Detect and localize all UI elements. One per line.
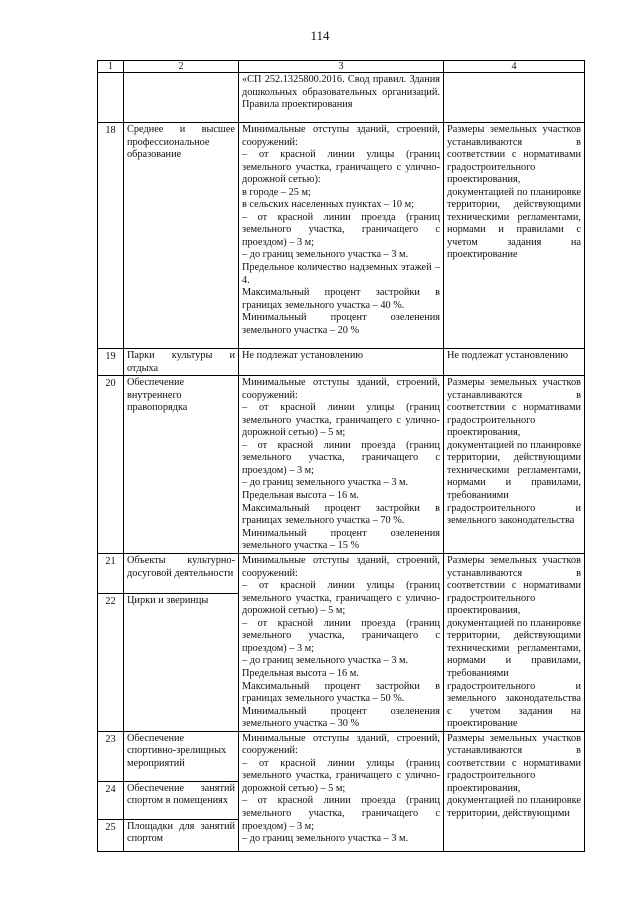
table-row [98, 554, 585, 594]
plot-size-text: Размеры земельных участков устанавливаются в соответствии с нормативами градостроительного проектирования, документацией по планировке территории, действующими техническими регламентами, нормами и правилами, требованиями градостроительного и земельного законодательства [447, 377, 581, 527]
parameter-line: – до границ земельного участка – 3 м. [242, 655, 409, 667]
parameter-line: Максимальный процент застройки в границах земельного участка – 50 %. [242, 680, 440, 705]
row-number: 18 [98, 123, 124, 349]
plot-size-text: Размеры земельных участков устанавливаются в соответствии с нормативами градостроительного проектирования, документацией по планировке территории, действующими техническими регламентами, нормами и правилами, требованиями градостроительного и земельного законодательства с учетом задания на проектирование [447, 555, 581, 730]
plot-size-cell [444, 73, 585, 123]
parameter-line: – до границ земельного участка – 3 м. [242, 477, 409, 489]
object-type: Площадки для занятий спортом [124, 819, 239, 851]
parameter-line: – до границ земельного участка – 3 м. [242, 249, 409, 261]
parameter-line: – от красной линии улицы (границ земельного участка, граничащего с улично-дорожной сетью) – 5 м; [242, 402, 440, 439]
column-number-4: 4 [444, 61, 585, 73]
row-number [98, 73, 124, 123]
object-type: Обеспечение спортивно-зрелищных мероприятий [124, 731, 239, 781]
parameters-cell [239, 73, 444, 123]
plot-size-cell [444, 731, 585, 851]
column-number-3: 3 [239, 61, 444, 73]
object-type: Среднее и высшее профессиональное образование [124, 123, 239, 349]
parameter-line: – от красной линии проезда (границ земельного участка, граничащего с проездом) – 3 м; [242, 439, 440, 476]
parameter-line: Минимальные отступы зданий, строений, сооружений: [242, 124, 440, 148]
object-type: Обеспечение внутреннего правопорядка [124, 376, 239, 554]
column-number-2: 2 [124, 61, 239, 73]
row-number: 25 [98, 819, 124, 851]
row-number: 23 [98, 731, 124, 781]
table-row [98, 376, 585, 554]
row-number: 19 [98, 349, 124, 376]
plot-size-text: Размеры земельных участков устанавливаются в соответствии с нормативами градостроительного проектирования, документацией по планировке территории, действующими [447, 732, 581, 820]
plot-size-cell [444, 123, 585, 349]
object-type: Парки культуры и отдыха [124, 349, 239, 376]
parameters-cell [239, 731, 444, 851]
row-number: 21 [98, 554, 124, 594]
parameters-cell [239, 376, 444, 554]
plot-size-cell [444, 349, 585, 376]
parameter-line: Минимальный процент озеленения земельного участка – 20 % [242, 312, 440, 336]
parameter-line: – от красной линии проезда (границ земельного участка, граничащего с проездом) – 3 м; [242, 617, 440, 654]
parameter-line: – от красной линии улицы (границ земельного участка, граничащего с улично-дорожной сетью) – 5 м; [242, 757, 440, 794]
parameter-line: – до границ земельного участка – 3 м. [242, 833, 409, 845]
plot-size-text: Размеры земельных участков устанавливаются в соответствии с нормативами градостроительного проектирования, документацией по планировке территории, действующими техническими регламентами, нормами и правилами с учетом задания на проектирование [447, 124, 581, 261]
parameter-line: Предельное количество надземных этажей – 4. [242, 262, 440, 286]
parameters-cell [239, 554, 444, 732]
parameter-line: Предельная высота – 16 м. [242, 668, 359, 680]
object-type: Обеспечение занятий спортом в помещениях [124, 781, 239, 819]
plot-size-cell [444, 554, 585, 732]
parameter-line: Не подлежат установлению [242, 350, 364, 361]
object-type: Цирки и зверинцы [124, 593, 239, 731]
object-type [124, 73, 239, 123]
parameter-line: – от красной линии проезда (границ земельного участка, граничащего с проездом) – 3 м; [242, 795, 440, 832]
table-row [98, 123, 585, 349]
plot-size-text: Не подлежат установлению [447, 350, 569, 361]
parameter-line: Минимальный процент озеленения земельного участка – 30 % [242, 705, 440, 730]
parameter-line: в сельских населенных пунктах – 10 м; [242, 199, 414, 211]
parameter-line: – от красной линии улицы (границ земельного участка, граничащего с улично-дорожной сетью): [242, 149, 440, 186]
row-number: 22 [98, 593, 124, 731]
parameters-cell [239, 123, 444, 349]
row-number: 24 [98, 781, 124, 819]
parameter-line: Предельная высота – 16 м. [242, 490, 359, 502]
parameter-line: Минимальные отступы зданий, строений, сооружений: [242, 377, 440, 401]
table-row [98, 349, 585, 376]
parameter-line: Максимальный процент застройки в границах земельного участка – 40 %. [242, 287, 440, 311]
parameter-line: Минимальные отступы зданий, строений, сооружений: [242, 555, 440, 579]
table-row [98, 731, 585, 781]
parameter-line: – от красной линии проезда (границ земельного участка, граничащего с проездом) – 3 м; [242, 211, 440, 248]
regulations-table [97, 60, 585, 852]
parameter-line: «СП 252.1325800.2016. Свод правил. Здания дошкольных образовательных организаций. Правила проектирования [242, 74, 440, 111]
column-number-row [98, 61, 585, 73]
object-type: Объекты культурно-досуговой деятельности [124, 554, 239, 594]
parameter-line: – от красной линии улицы (границ земельного участка, граничащего с улично-дорожной сетью) – 5 м; [242, 580, 440, 617]
parameter-line: Минимальный процент озеленения земельного участка – 15 % [242, 527, 440, 552]
plot-size-cell [444, 376, 585, 554]
row-number: 20 [98, 376, 124, 554]
parameter-line: Максимальный процент застройки в границах земельного участка – 70 %. [242, 502, 440, 527]
table-row [98, 73, 585, 123]
parameter-line: в городе – 25 м; [242, 186, 311, 198]
parameters-cell [239, 349, 444, 376]
parameter-line: Минимальные отступы зданий, строений, сооружений: [242, 732, 440, 757]
page-number: 114 [310, 28, 330, 43]
column-number-1: 1 [98, 61, 124, 73]
